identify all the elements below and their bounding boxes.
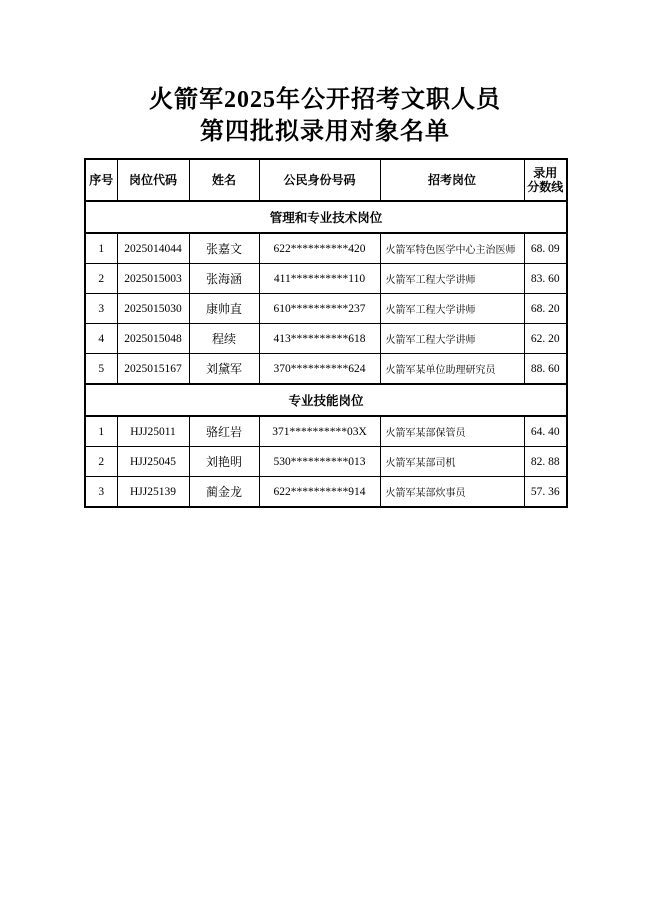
cell-name: 程续 — [189, 324, 259, 354]
recruitment-table — [84, 158, 568, 508]
cell-name: 张嘉文 — [189, 233, 259, 264]
header-citizen-id: 公民身份号码 — [259, 159, 380, 201]
page-title-line1: 火箭军2025年公开招考文职人员 — [149, 87, 501, 113]
cell-serial-number: 3 — [85, 477, 117, 508]
cell-admission-score: 62. 20 — [524, 324, 567, 354]
cell-position-code: 2025015048 — [117, 324, 189, 354]
table-row — [85, 477, 567, 508]
cell-recruitment-position: 火箭军特色医学中心主治医师 — [380, 233, 524, 264]
cell-name: 刘黛军 — [189, 354, 259, 385]
page-title — [0, 84, 650, 148]
cell-admission-score: 57. 36 — [524, 477, 567, 508]
cell-citizen-id: 371**********03X — [259, 416, 380, 447]
section-title: 管理和专业技术岗位 — [85, 201, 567, 233]
cell-recruitment-position: 火箭军工程大学讲师 — [380, 324, 524, 354]
section-header-row — [85, 201, 567, 233]
cell-recruitment-position: 火箭军工程大学讲师 — [380, 264, 524, 294]
table-row — [85, 233, 567, 264]
cell-admission-score: 88. 60 — [524, 354, 567, 385]
table-row — [85, 416, 567, 447]
cell-name: 张海涵 — [189, 264, 259, 294]
table-row — [85, 294, 567, 324]
header-admission-score — [524, 159, 567, 201]
table-row — [85, 447, 567, 477]
cell-name: 蔺金龙 — [189, 477, 259, 508]
cell-recruitment-position: 火箭军某部保管员 — [380, 416, 524, 447]
cell-recruitment-position: 火箭军工程大学讲师 — [380, 294, 524, 324]
cell-serial-number: 1 — [85, 233, 117, 264]
table-row — [85, 354, 567, 385]
table-row — [85, 324, 567, 354]
header-serial-number: 序号 — [85, 159, 117, 201]
cell-position-code: HJJ25045 — [117, 447, 189, 477]
cell-position-code: 2025015030 — [117, 294, 189, 324]
cell-admission-score: 68. 20 — [524, 294, 567, 324]
cell-admission-score: 68. 09 — [524, 233, 567, 264]
cell-position-code: HJJ25011 — [117, 416, 189, 447]
header-admission-score-line2: 分数线 — [527, 180, 564, 194]
cell-recruitment-position: 火箭军某部炊事员 — [380, 477, 524, 508]
section-header-row — [85, 384, 567, 416]
cell-serial-number: 2 — [85, 447, 117, 477]
cell-serial-number: 2 — [85, 264, 117, 294]
cell-position-code: 2025015167 — [117, 354, 189, 385]
cell-admission-score: 82. 88 — [524, 447, 567, 477]
cell-citizen-id: 610**********237 — [259, 294, 380, 324]
table-row — [85, 264, 567, 294]
section-title: 专业技能岗位 — [85, 384, 567, 416]
page-title-line2: 第四批拟录用对象名单 — [200, 119, 450, 145]
header-admission-score-line1: 录用 — [533, 166, 558, 180]
cell-name: 刘艳明 — [189, 447, 259, 477]
cell-position-code: 2025015003 — [117, 264, 189, 294]
cell-position-code: 2025014044 — [117, 233, 189, 264]
cell-citizen-id: 413**********618 — [259, 324, 380, 354]
cell-name: 康帅直 — [189, 294, 259, 324]
cell-serial-number: 4 — [85, 324, 117, 354]
cell-citizen-id: 622**********914 — [259, 477, 380, 508]
cell-name: 骆红岩 — [189, 416, 259, 447]
cell-serial-number: 3 — [85, 294, 117, 324]
header-name: 姓名 — [189, 159, 259, 201]
cell-citizen-id: 622**********420 — [259, 233, 380, 264]
cell-admission-score: 64. 40 — [524, 416, 567, 447]
cell-citizen-id: 530**********013 — [259, 447, 380, 477]
cell-serial-number: 1 — [85, 416, 117, 447]
cell-citizen-id: 370**********624 — [259, 354, 380, 385]
cell-serial-number: 5 — [85, 354, 117, 385]
cell-recruitment-position: 火箭军某部司机 — [380, 447, 524, 477]
header-recruitment-position: 招考岗位 — [380, 159, 524, 201]
table-header-row — [85, 159, 567, 201]
cell-admission-score: 83. 60 — [524, 264, 567, 294]
header-position-code: 岗位代码 — [117, 159, 189, 201]
cell-position-code: HJJ25139 — [117, 477, 189, 508]
cell-recruitment-position: 火箭军某单位助理研究员 — [380, 354, 524, 385]
cell-citizen-id: 411**********110 — [259, 264, 380, 294]
